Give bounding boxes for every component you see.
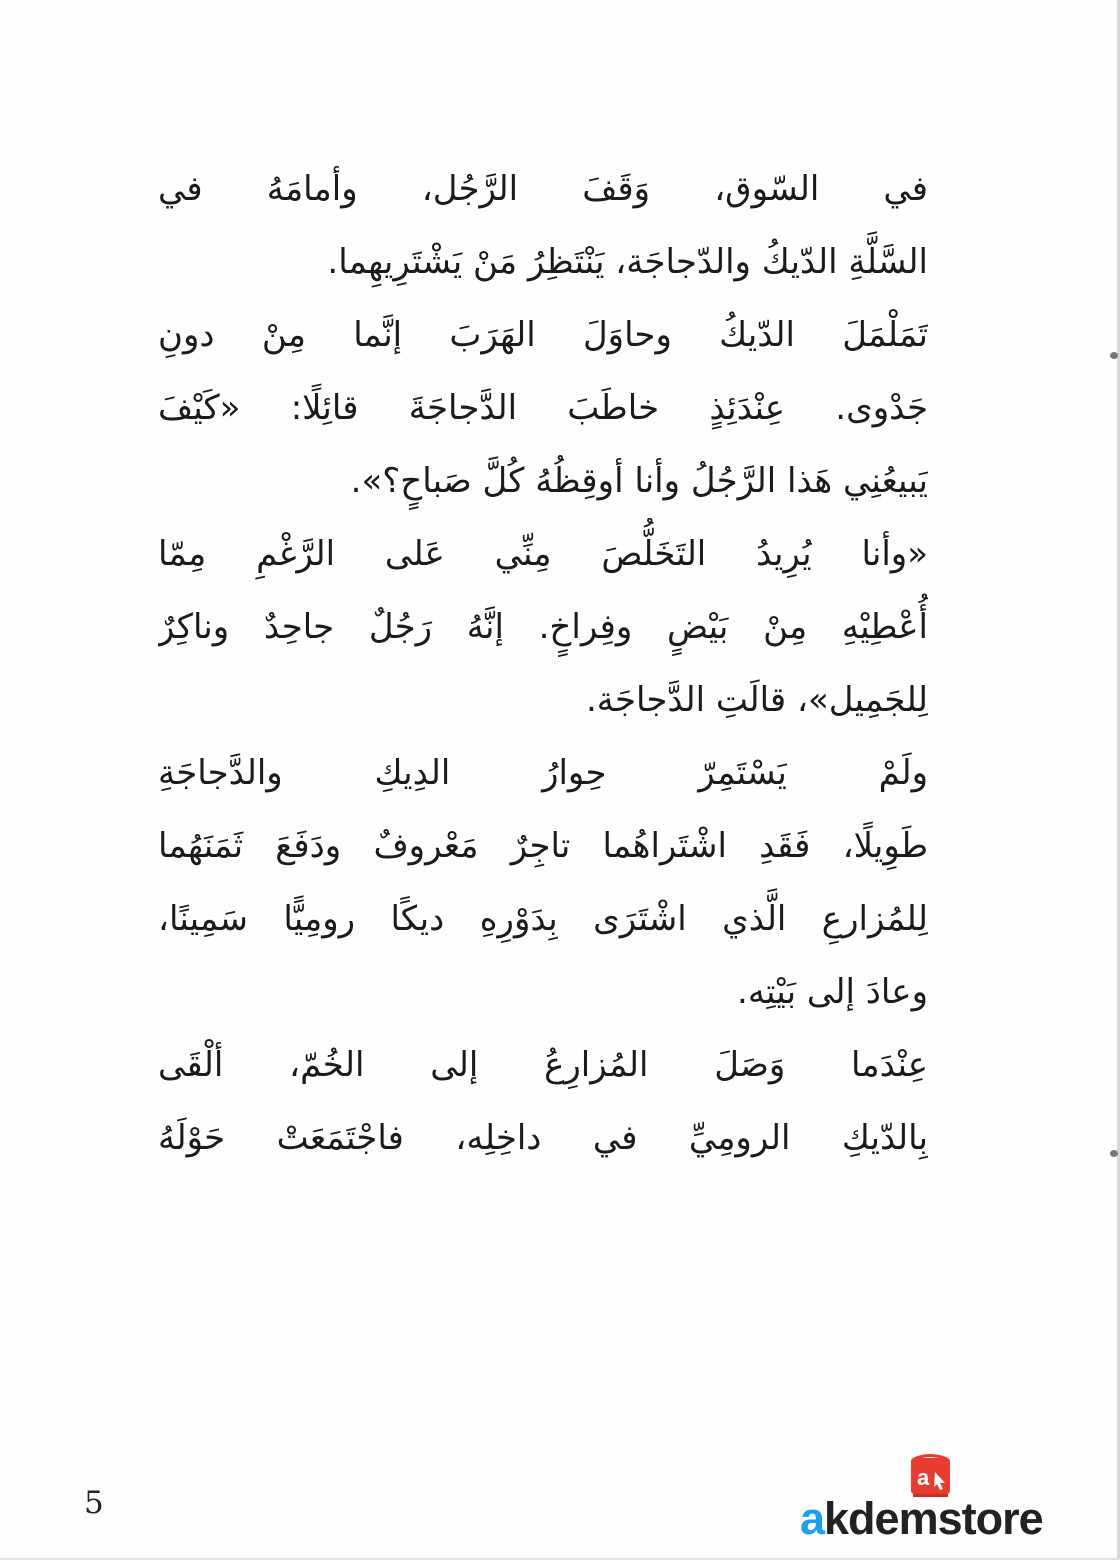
text-line: «وأنا يُرِيدُ التَخَلُّصَ مِنِّي عَلى الرَّغْمِ مِمّا <box>158 534 928 574</box>
text-line: أُعْطِيْهِ مِنْ بَيْضٍ وفِراخٍ. إنَّهُ رَجُلٌ جاحِدٌ وناكِرٌ <box>158 607 928 647</box>
page-edge-mark <box>1110 1150 1118 1157</box>
text-line: ولَمْ يَسْتَمِرّ حِوارُ الدِيكِ والدَّجاجَةِ <box>158 753 928 793</box>
watermark-brand <box>800 1495 1070 1543</box>
text-line: يَبيعُنِي هَذا الرَّجُلُ وأنا أوقِظُهُ كُلَّ صَباحٍ؟». <box>350 461 928 501</box>
book-cart-icon <box>909 1452 952 1498</box>
page-number: 5 <box>84 1485 104 1521</box>
icon-letter: a <box>917 1465 930 1490</box>
page-edge-mark <box>1110 352 1118 359</box>
text-line: طَوِيلًا، فَقَدِ اشْتَراهُما تاجِرٌ مَعْروفٌ ودَفَعَ ثَمَنَهُما <box>158 826 928 866</box>
watermark-brand-rest: kdemstore <box>824 1493 1043 1544</box>
watermark-brand-first: a <box>800 1493 825 1544</box>
text-line: لِلجَمِيل»، قالَتِ الدَّجاجَة. <box>585 680 928 720</box>
text-line: جَدْوى. عِنْدَئِذٍ خاطَبَ الدَّجاجَةَ قائِلًا: «كَيْفَ <box>158 388 928 428</box>
text-line: تَمَلْمَلَ الدّيكُ وحاوَلَ الهَرَبَ إنَّما مِنْ دونِ <box>158 315 928 355</box>
text-line: عِنْدَما وَصَلَ المُزارِعُ إلى الخُمّ، ألْقَى <box>158 1045 928 1085</box>
text-line: في السّوق، وَقَفَ الرَّجُل، وأمامَهُ في <box>158 169 928 209</box>
story-text <box>158 153 928 1175</box>
text-line: السَّلَّةِ الدّيكُ والدّجاجَة، يَنْتَظِرُ مَنْ يَشْتَرِيهِما. <box>327 242 928 282</box>
text-line: وعادَ إلى بَيْتِه. <box>737 972 928 1012</box>
text-line: لِلمُزارعِ الَّذي اشْتَرَى بِدَوْرِهِ ديكًا رومِيًّا سَمِينًا، <box>158 899 928 939</box>
akdemstore-watermark <box>800 1452 1070 1544</box>
text-line: بِالدّيكِ الرومِيِّ في داخِلِه، فاجْتَمَعَتْ حَوْلَهُ <box>158 1118 928 1158</box>
